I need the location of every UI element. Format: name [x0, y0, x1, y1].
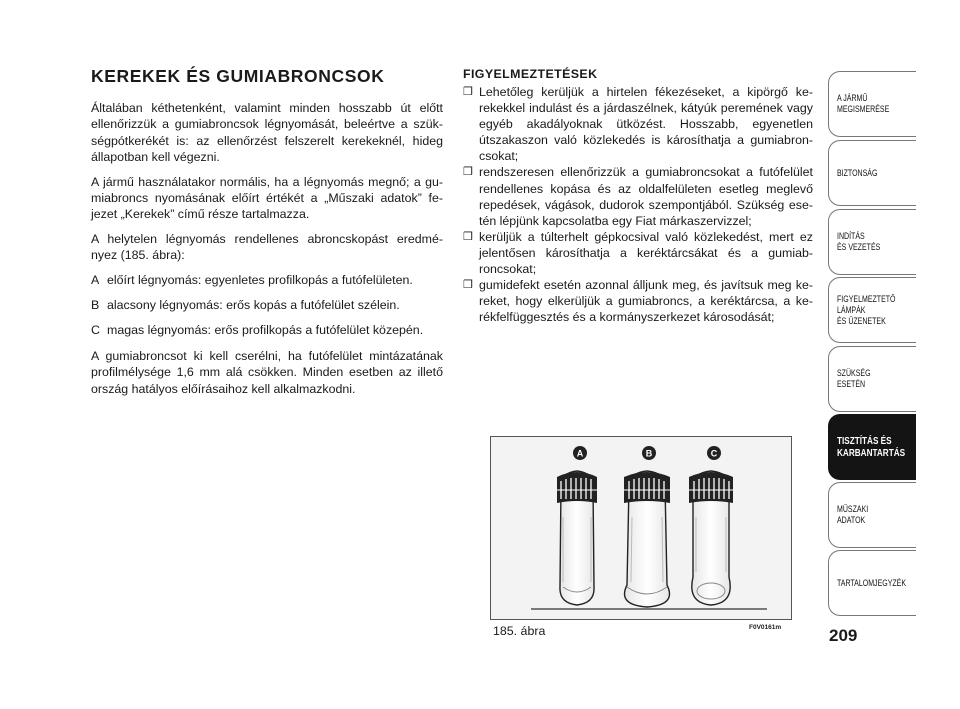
- paragraph-pressure-increase: A jármű használatakor normális, ha a légnyomás megnő; a gu- miabroncs nyomásának előírt értékét a „Műszaki adatok” fe- jezet „Kerekek” című része tartalmazza.: [91, 174, 443, 222]
- tab-muszaki-adatok[interactable]: [828, 482, 916, 548]
- checkbox-bullet-icon: ❒: [463, 279, 473, 292]
- warning-text: rendszeresen ellenőrizzük a gumiabroncsokat a futófelület rendellenes kopása és az oldalfelületen esetleg meglevő repedések, vágások, dudorok szempontjából. Szükség ese- tén lépjünk kapcsolatba egy Fiat márkaszervizzel;: [479, 165, 813, 228]
- label-c: C: [710, 448, 718, 459]
- tire-b-illustration: [624, 471, 670, 607]
- figure-code: F0V0161m: [749, 624, 782, 631]
- page-number: 209: [829, 626, 858, 645]
- item-letter: B: [91, 298, 100, 313]
- tab-tisztitas-es-karbantartas[interactable]: [828, 414, 916, 480]
- warning-item: [463, 277, 813, 325]
- warning-text: kerüljük a túlterhelt gépkocsival való közlekedést, mert ez jelentősen károsíthatja a keréktárcsákat és a gumiab- roncsokat;: [479, 229, 813, 277]
- checkbox-bullet-icon: ❒: [463, 230, 473, 243]
- warning-text: gumidefekt esetén azonnal álljunk meg, és javítsuk meg ke- reket, hogy elkerüljük a gumiabroncs, a keréktárcsa, a ke- rékfelfüggesztés és a kormányszerkezet károsodását;: [479, 278, 813, 325]
- item-text: magas légnyomás: erős profilkopás a futófelület közepén.: [107, 323, 424, 338]
- item-letter: C: [91, 323, 100, 338]
- item-letter: A: [91, 272, 100, 287]
- tab-szukseg-eseten[interactable]: [828, 346, 916, 412]
- tab-a-jarmu-megismerese[interactable]: [828, 71, 916, 137]
- label-a: A: [576, 448, 584, 459]
- paragraph-check-pressure: Általában kéthetenként, valamint minden hosszabb út előtt ellenőrizzük a gumiabroncsok légnyomását, beleértve a szük- ségpótkerékét is: az ellenőrzést felszerelt kerekeknél, hideg állapotban kell végezni.: [91, 101, 443, 165]
- tab-label: INDÍTÁS ÉS VEZETÉS: [837, 231, 881, 252]
- item-text: alacsony légnyomás: erős kopás a futófelület szélein.: [107, 298, 400, 313]
- checkbox-bullet-icon: ❒: [463, 86, 473, 98]
- figure-caption: 185. ábra: [493, 624, 546, 638]
- tab-inditas-es-vezetes[interactable]: [828, 209, 916, 275]
- tire-wear-figure: [490, 436, 792, 620]
- tab-label: FIGYELMEZTETŐ LÁMPÁK ÉS ÜZENETEK: [837, 293, 896, 326]
- tab-label: TISZTÍTÁS ÉS KARBANTARTÁS: [837, 434, 906, 459]
- tire-wear-illustration: [491, 437, 793, 621]
- tire-c-illustration: [689, 471, 733, 605]
- list-item: [91, 322, 443, 338]
- warning-item: [463, 229, 813, 277]
- tab-label: BIZTONSÁG: [837, 167, 878, 178]
- section-title: KEREKEK ÉS GUMIABRONCSOK: [91, 66, 385, 86]
- paragraph-replace-tire: A gumiabroncsot ki kell cserélni, ha futófelület mintázatának profilmélysége 1,6 mm alá csökken. Minden esetben az illető ország hatályos előírásaihoz kell alkalmazkodni.: [91, 348, 443, 396]
- tab-label: A JÁRMŰ MEGISMERÉSE: [837, 93, 890, 114]
- list-item: [91, 272, 443, 288]
- left-column: [91, 66, 443, 405]
- list-item: [91, 297, 443, 313]
- warning-text: Lehetőleg kerüljük a hirtelen fékezéseket, a kipörgő ke- rekekkel indulást és a járdaszélnek, kátyúk peremének vagy egyéb akadályoknak ütközést. Hosszabb, egyenetlen útszakaszon való közlekedés is károsíthatja a gumiabron- csokat;: [479, 85, 813, 164]
- tab-label: MŰSZAKI ADATOK: [837, 504, 869, 525]
- tab-figyelmezteto-lampak[interactable]: [828, 277, 916, 343]
- warnings-title: FIGYELMEZTETÉSEK: [463, 67, 598, 81]
- tab-label: SZÜKSÉG ESETÉN: [837, 368, 871, 389]
- warnings-column: [463, 66, 813, 325]
- checkbox-bullet-icon: ❒: [463, 166, 473, 179]
- warning-item: [463, 164, 813, 228]
- tab-biztonsag[interactable]: [828, 140, 916, 206]
- item-text: előírt légnyomás: egyenletes profilkopás a futófelületen.: [107, 272, 413, 287]
- paragraph-wrong-pressure: A helytelen légnyomás rendellenes abroncskopást eredmé- nyez (185. ábra):: [91, 231, 443, 263]
- warning-item: [463, 84, 813, 164]
- label-b: B: [645, 448, 653, 459]
- tire-a-illustration: [557, 471, 597, 605]
- tab-tartalomjegyzek[interactable]: [828, 550, 916, 616]
- tab-label: TARTALOMJEGYZÉK: [837, 577, 907, 588]
